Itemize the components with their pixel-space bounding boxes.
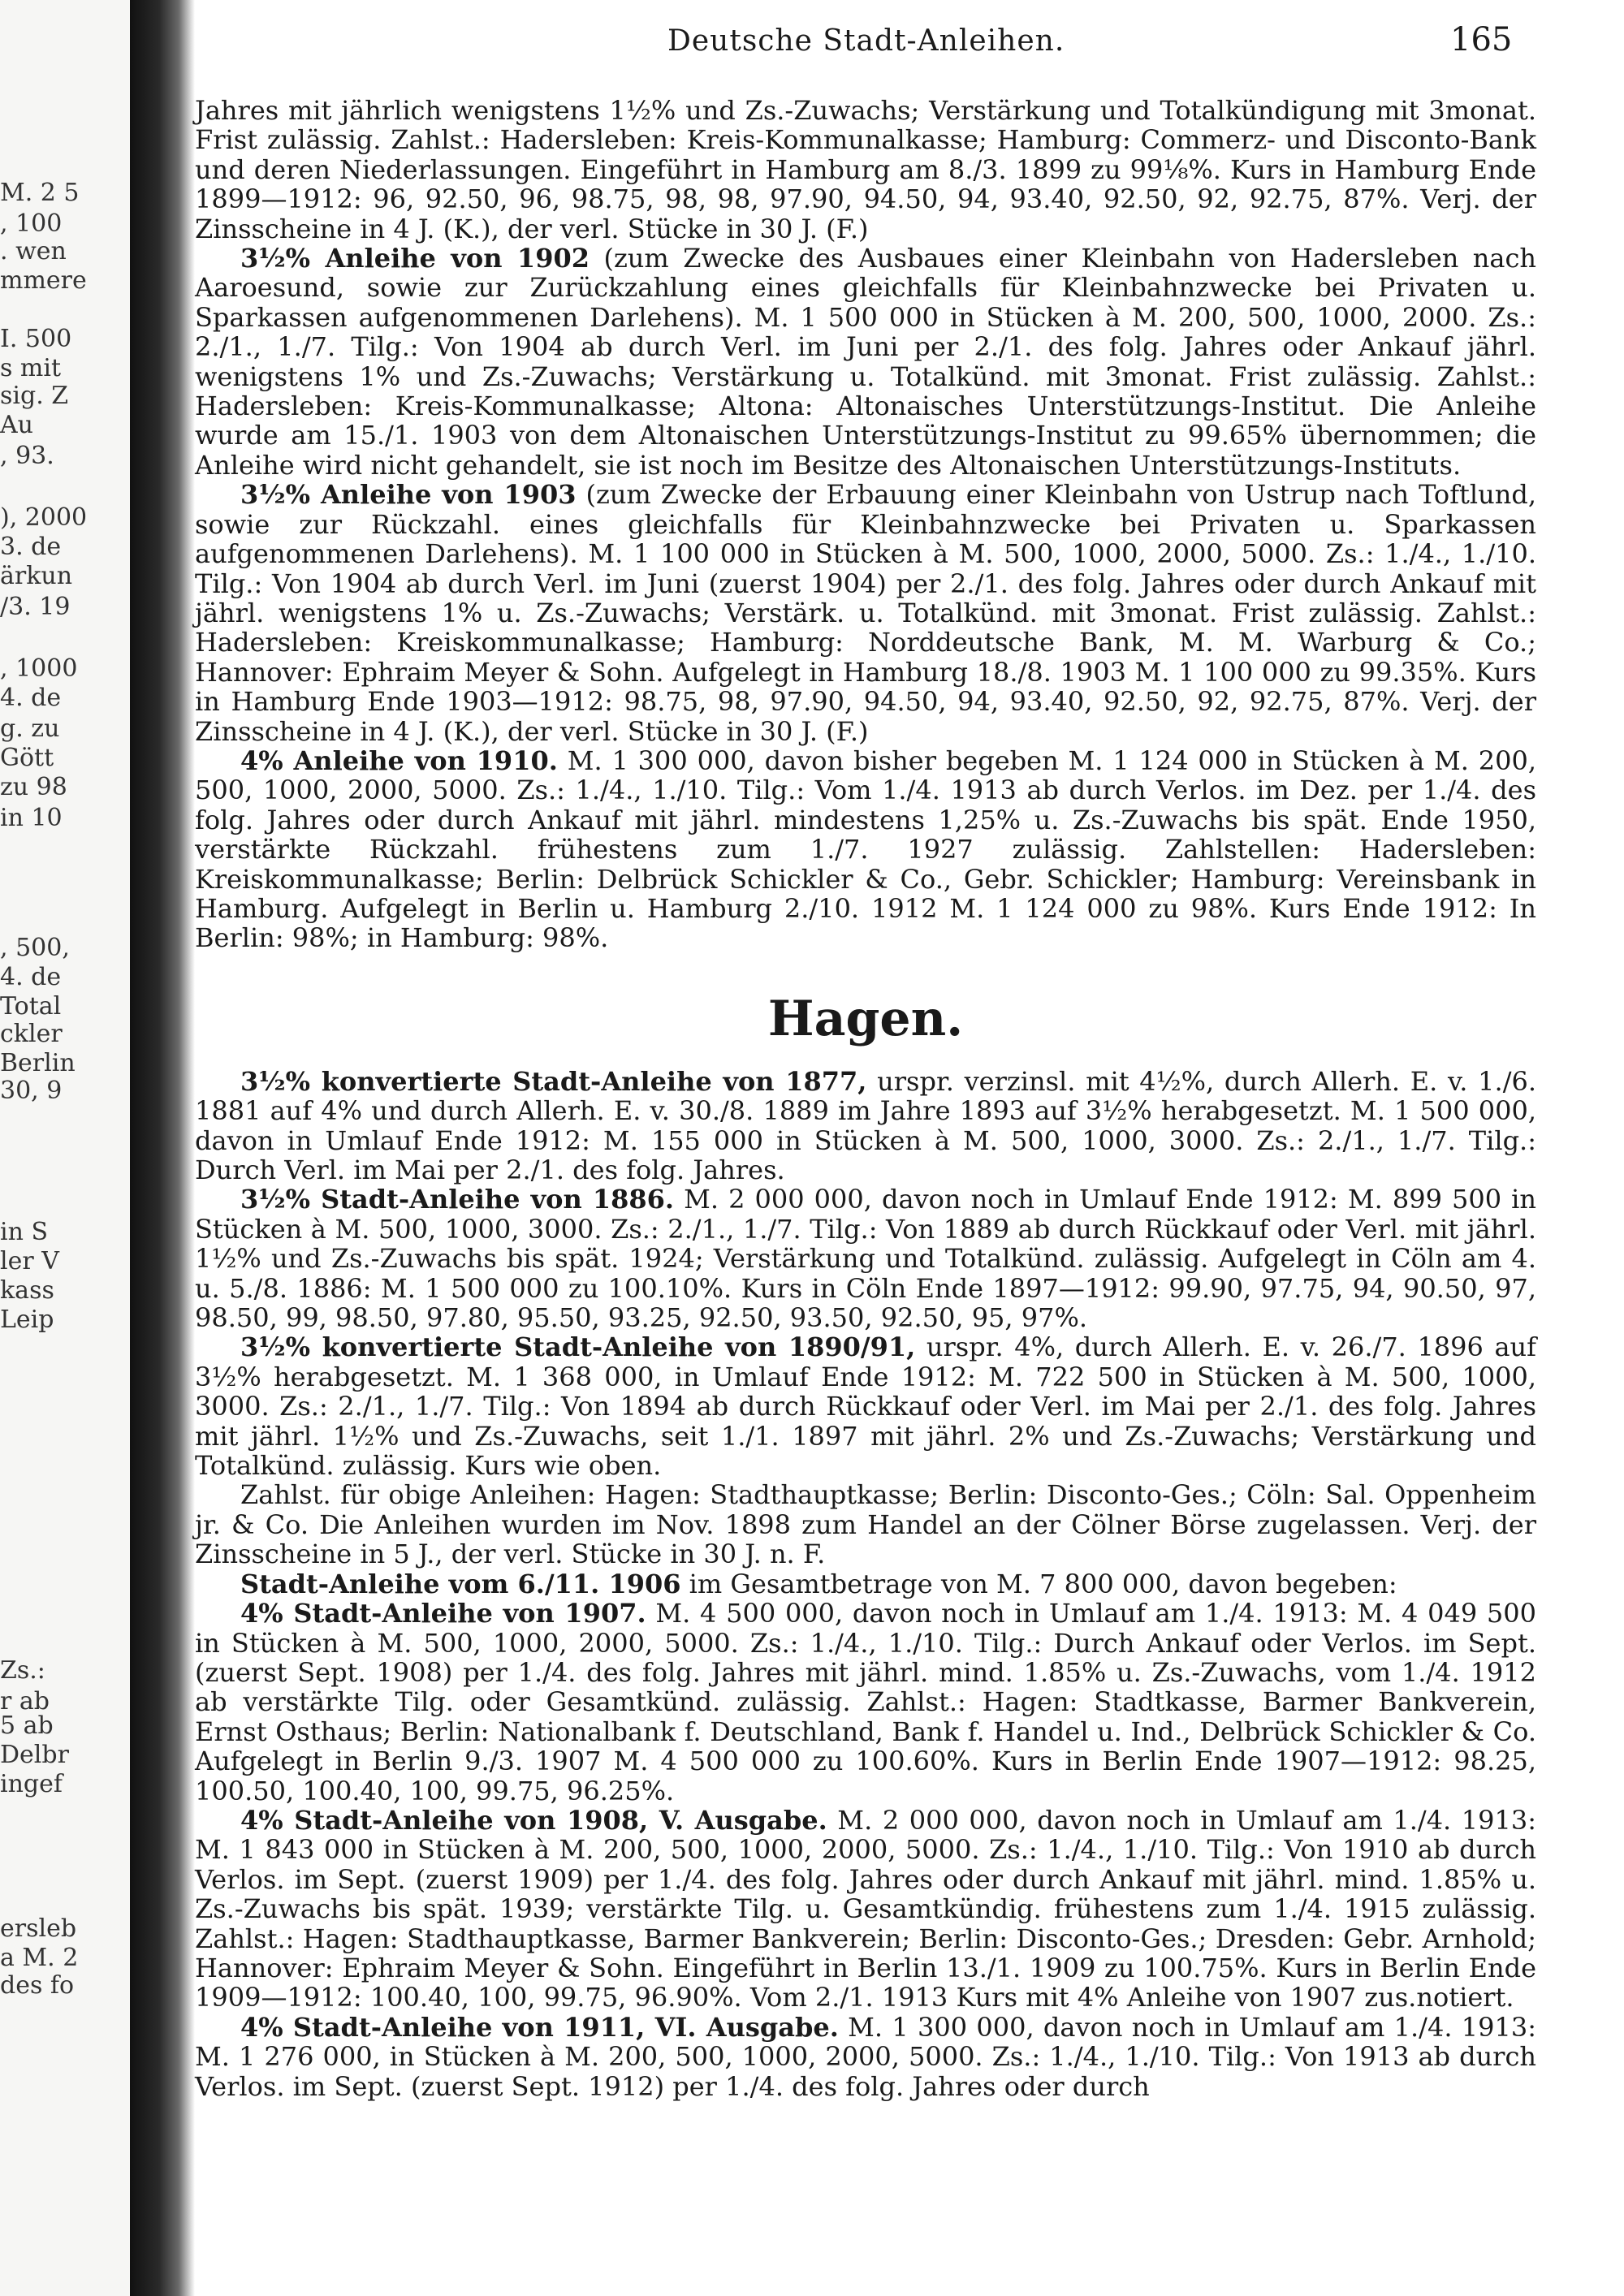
margin-fragment: /3. 19: [0, 593, 71, 621]
margin-fragment: in 10: [0, 804, 63, 832]
margin-fragment: a M. 2: [0, 1944, 79, 1972]
margin-fragment: 4. de: [0, 684, 62, 712]
entry-title: 3½% Anleihe von 1902: [240, 243, 590, 274]
entry-paragraph: [195, 96, 1536, 244]
entry-paragraph: [195, 244, 1536, 480]
margin-fragment: ingef: [0, 1770, 63, 1798]
margin-fragment: des fo: [0, 1971, 75, 2000]
margin-fragment: Delbr: [0, 1741, 69, 1769]
entry-paragraph: [195, 1599, 1536, 1806]
page-number: 165: [1450, 21, 1513, 58]
entry-paragraph: [195, 2013, 1536, 2101]
entry-title: 4% Stadt-Anleihe von 1911, VI. Ausgabe.: [240, 2011, 839, 2043]
entry-text: Jahres mit jährlich wenigstens 1½% und Zs.-Zuwachs; Verstärkung und Totalkündigung mit 3monat. Frist zulässig. Zahlst.: Hadersleben: Kreis-Kommunalkasse; Hamburg: Commerz- und Disconto-Bank und deren Niederlassungen. Eingeführt in Hamburg am 8./3. 1899 zu 99⅛%. Kurs in Hamburg Ende 1899—1912: 96, 92.50, 96, 98.75, 98, 98, 97.90, 94.50, 94, 93.40, 92.50, 92, 92.75, 87%. Verj. der Zinsscheine in 4 J. (K.), der verl. Stücke in 30 J. (F.): [195, 95, 1536, 244]
city-heading-hagen: Hagen.: [767, 990, 964, 1047]
entry-text: (zum Zwecke des Ausbaues einer Kleinbahn von Hadersleben nach Aaroesund, sowie zur Zurückzahlung eines gleichfalls für Kleinbahnzwecke bei Privaten u. Sparkassen aufgenommenen Darlehens). M. 1 500 000 in Stücken à M. 200, 500, 1000, 2000. Zs.: 2./1., 1./7. Tilg.: Von 1904 ab durch Verl. im Juni per 2./1. des folg. Jahres oder Ankauf jährl. wenigstens 1% und Zs.-Zuwachs; Verstärkung u. Totalkünd. mit 3monat. Frist zulässig. Zahlst.: Hadersleben: Kreis-Kommunalkasse; Altona: Altonaisches Unterstützungs-Institut. Die Anleihe wurde am 15./1. 1903 von dem Altonaischen Unterstützungs-Institut zu 99.65% übernommen; die Anleihe wird nicht gehandelt, sie ist noch im Besitze des Altonaischen Unterstützungs-Instituts.: [195, 243, 1537, 481]
entry-text: M. 2 000 000, davon noch in Umlauf Ende 1912: M. 899 500 in Stücken à M. 500, 1000, 3000. Zs.: 2./1., 1./7. Tilg.: Von 1889 ab durch Rückkauf oder Verl. mit jährl. 1½% und Zs.-Zuwachs bis spät. 1924; Verstärkung und Totalkünd. zulässig. Aufgelegt in Cöln am 4. u. 5./8. 1886: M. 1 500 000 zu 100.10%. Kurs in Cöln Ende 1897—1912: 99.90, 97.75, 94, 90.50, 97, 98.50, 99, 98.50, 97.80, 95.50, 93.25, 92.50, 93.50, 92.50, 95, 97%.: [195, 1184, 1537, 1334]
entry-paragraph: [195, 1067, 1536, 1185]
hadersleben-section: [195, 96, 1536, 953]
entry-title: 4% Stadt-Anleihe von 1908, V. Ausgabe.: [240, 1804, 827, 1836]
entry-text: M. 4 500 000, davon noch in Umlauf am 1./4. 1913: M. 4 049 500 in Stücken à M. 500, 1000, 2000, 5000. Zs.: 1./4., 1./10. Tilg.: Durch Ankauf oder Verlos. im Sept. (zuerst Sept. 1908) per 1./4. des folg. Jahres mit jährl. mind. 1.85% u. Zs.-Zuwachs, vom 1./4. 1912 ab verstärkte Tilg. oder Gesamtkünd. zulässig. Zahlst.: Hagen: Stadtkasse, Barmer Bankverein, Ernst Osthaus; Berlin: Nationalbank f. Deutschland, Bank f. Handel u. Ind., Delbrück Schickler & Co. Aufgelegt in Berlin 9./3. 1907 M. 4 500 000 zu 100.60%. Kurs in Berlin Ende 1907—1912: 98.25, 100.50, 100.40, 100, 99.75, 96.25%.: [195, 1598, 1537, 1806]
margin-fragment: 5 ab: [0, 1711, 54, 1740]
margin-fragment: Total: [0, 992, 62, 1021]
entry-paragraph: [195, 1569, 1536, 1599]
book-gutter-shadow: [130, 0, 195, 2296]
entry-paragraph: [195, 1806, 1536, 2013]
page-165: [195, 0, 1624, 2296]
margin-fragment: sig. Z: [0, 382, 69, 410]
margin-fragment: , 1000: [0, 654, 78, 683]
entry-paragraph: [195, 1480, 1536, 1569]
margin-fragment: Au: [0, 411, 33, 439]
margin-fragment: Berlin: [0, 1049, 76, 1077]
margin-fragment: zu 98: [0, 773, 67, 801]
entry-paragraph: [195, 1185, 1536, 1332]
margin-fragment: ärkun: [0, 562, 73, 590]
entry-title: Stadt-Anleihe vom 6./11. 1906: [240, 1568, 681, 1599]
page-body: [195, 96, 1536, 2101]
entry-title: 3½% Anleihe von 1903: [240, 479, 577, 511]
entry-paragraph: [195, 746, 1536, 953]
margin-fragment: r ab: [0, 1687, 50, 1716]
margin-fragment: M. 2 5: [0, 179, 80, 207]
margin-fragment: , 500,: [0, 934, 70, 962]
entry-paragraph: [195, 1332, 1536, 1480]
margin-fragment: ersleb: [0, 1914, 77, 1943]
margin-fragment: ler V: [0, 1247, 59, 1275]
entry-title: 3½% konvertierte Stadt-Anleihe von 1890/91,: [240, 1331, 916, 1363]
previous-page-margin: [0, 0, 130, 2296]
entry-text: urspr. 4%, durch Allerh. E. v. 26./7. 1896 auf 3½% herabgesetzt. M. 1 368 000, in Umlauf Ende 1912: M. 722 500 in Stücken à M. 500, 1000, 3000. Zs.: 2./1., 1./7. Tilg.: Von 1894 ab durch Rückkauf oder Verl. im Mai per 2./1. des folg. Jahres mit jährl. 1½% und Zs.-Zuwachs, seit 1./1. 1897 mit jährl. 2% und Zs.-Zuwachs; Verstärkung und Totalkünd. zulässig. Kurs wie oben.: [195, 1331, 1537, 1482]
entry-paragraph: [195, 480, 1536, 746]
entry-text: urspr. verzinsl. mit 4½%, durch Allerh. E. v. 1./6. 1881 auf 4% und durch Allerh. E. v. 30./8. 1889 im Jahre 1893 auf 3½% herabgesetzt. M. 1 500 000, davon in Umlauf Ende 1912: M. 155 000 in Stücken à M. 500, 1000, 3000. Zs.: 2./1., 1./7. Tilg.: Durch Verl. im Mai per 2./1. des folg. Jahres.: [195, 1065, 1537, 1185]
margin-fragment: , 100: [0, 209, 63, 238]
entry-text: im Gesamtbetrage von M. 7 800 000, davon begeben:: [680, 1568, 1397, 1599]
margin-fragment: 30, 9: [0, 1077, 63, 1105]
margin-fragment: . wen: [0, 237, 67, 265]
entry-text: M. 1 300 000, davon bisher begeben M. 1 124 000 in Stücken à M. 200, 500, 1000, 2000, 5000. Zs.: 1./4., 1./10. Tilg.: Vom 1./4. 1913 ab durch Verlos. im Dez. per 1./4. des folg. Jahres oder durch Ankauf mit jährl. mindestens 1,25% u. Zs.-Zuwachs bis spät. Ende 1950, verstärkte Rückzahl. frühestens zum 1./7. 1927 zulässig. Zahlstellen: Hadersleben: Kreiskommunalkasse; Berlin: Delbrück Schickler & Co., Gebr. Schickler; Hamburg: Vereinsbank in Hamburg. Aufgelegt in Berlin u. Hamburg 2./10. 1912 M. 1 124 000 zu 98%. Kurs Ende 1912: In Berlin: 98%; in Hamburg: 98%.: [195, 744, 1537, 954]
margin-fragment: mmere: [0, 266, 87, 295]
entry-text: M. 2 000 000, davon noch in Umlauf am 1./4. 1913: M. 1 843 000 in Stücken à M. 200, 500, 1000, 2000, 5000. Zs.: 1./4., 1./10. Tilg.: Von 1910 ab durch Verlos. im Sept. (zuerst 1909) per 1./4. des folg. Jahres oder durch Ankauf mit jährl. mind. 1.85% u. Zs.-Zuwachs bis spät. 1939; verstärkte Tilg. u. Gesamtkündig. frühestens zum 1./4. 1915 zulässig. Zahlst.: Hagen: Stadthauptkasse, Barmer Bankverein; Berlin: Disconto-Ges.; Dresden: Gebr. Arnhold; Hannover: Ephraim Meyer & Sohn. Eingeführt in Berlin 13./1. 1909 zu 100.75%. Kurs in Berlin Ende 1909—1912: 100.40, 100, 99.75, 96.90%. Vom 2./1. 1913 Kurs mit 4% Anleihe von 1907 zus.notiert.: [195, 1804, 1537, 2013]
margin-fragment: s mit: [0, 354, 62, 382]
margin-fragment: Gött: [0, 744, 54, 772]
entry-title: 4% Anleihe von 1910.: [240, 744, 558, 776]
entry-text: (zum Zwecke der Erbauung einer Kleinbahn von Ustrup nach Toftlund, sowie zur Rückzahl. eines gleichfalls für Kleinbahnzwecke bei Privaten u. Sparkassen aufgenommenen Darlehens). M. 1 100 000 in Stücken à M. 500, 1000, 2000, 5000. Zs.: 1./4., 1./10. Tilg.: Von 1904 ab durch Verl. im Juni (zuerst 1904) per 2./1. des folg. Jahres oder durch Ankauf mit jährl. wenigstens 1% u. Zs.-Zuwachs; Verstärk. u. Totalkünd. mit 3monat. Frist zulässig. Zahlst.: Hadersleben: Kreiskommunalkasse; Hamburg: Norddeutsche Bank, M. M. Warburg & Co.; Hannover: Ephraim Meyer & Sohn. Aufgelegt in Hamburg 18./8. 1903 M. 1 100 000 zu 99.35%. Kurs in Hamburg Ende 1903—1912: 98.75, 98, 97.90, 94.50, 94, 93.40, 92.50, 92, 92.75, 87%. Verj. der Zinsscheine in 4 J. (K.), der verl. Stücke in 30 J. (F.): [195, 479, 1537, 747]
margin-fragment: I. 500: [0, 325, 72, 353]
margin-fragment: g. zu: [0, 714, 60, 743]
margin-fragment: ), 2000: [0, 503, 88, 532]
entry-title: 4% Stadt-Anleihe von 1907.: [240, 1598, 646, 1629]
entry-text: Zahlst. für obige Anleihen: Hagen: Stadthauptkasse; Berlin: Disconto-Ges.; Cöln: Sal. Oppenheim jr. & Co. Die Anleihen wurden im Nov. 1898 zum Handel an der Cölner Börse zugelassen. Verj. der Zinsscheine in 5 J., der verl. Stücke in 30 J. n. F.: [195, 1479, 1536, 1570]
hagen-section: [195, 1067, 1536, 2101]
margin-fragment: , 93.: [0, 442, 54, 470]
margin-fragment: Leip: [0, 1306, 54, 1334]
margin-fragment: 4. de: [0, 963, 62, 991]
entry-title: 3½% konvertierte Stadt-Anleihe von 1877,: [240, 1065, 867, 1097]
margin-fragment: ckler: [0, 1020, 63, 1048]
margin-fragment: kass: [0, 1276, 54, 1305]
margin-fragment: Zs.:: [0, 1656, 45, 1685]
running-head: Deutsche Stadt-Anleihen.: [667, 24, 1065, 58]
entry-title: 3½% Stadt-Anleihe von 1886.: [240, 1184, 675, 1215]
margin-fragment: 3. de: [0, 533, 62, 561]
entry-text: M. 1 300 000, davon noch in Umlauf am 1./4. 1913: M. 1 276 000, in Stücken à M. 200, 500, 1000, 2000, 5000. Zs.: 1./4., 1./10. Tilg.: Von 1913 ab durch Verlos. im Sept. (zuerst Sept. 1912) per 1./4. des folg. Jahres oder durch: [195, 2011, 1537, 2102]
margin-fragment: in S: [0, 1218, 49, 1246]
